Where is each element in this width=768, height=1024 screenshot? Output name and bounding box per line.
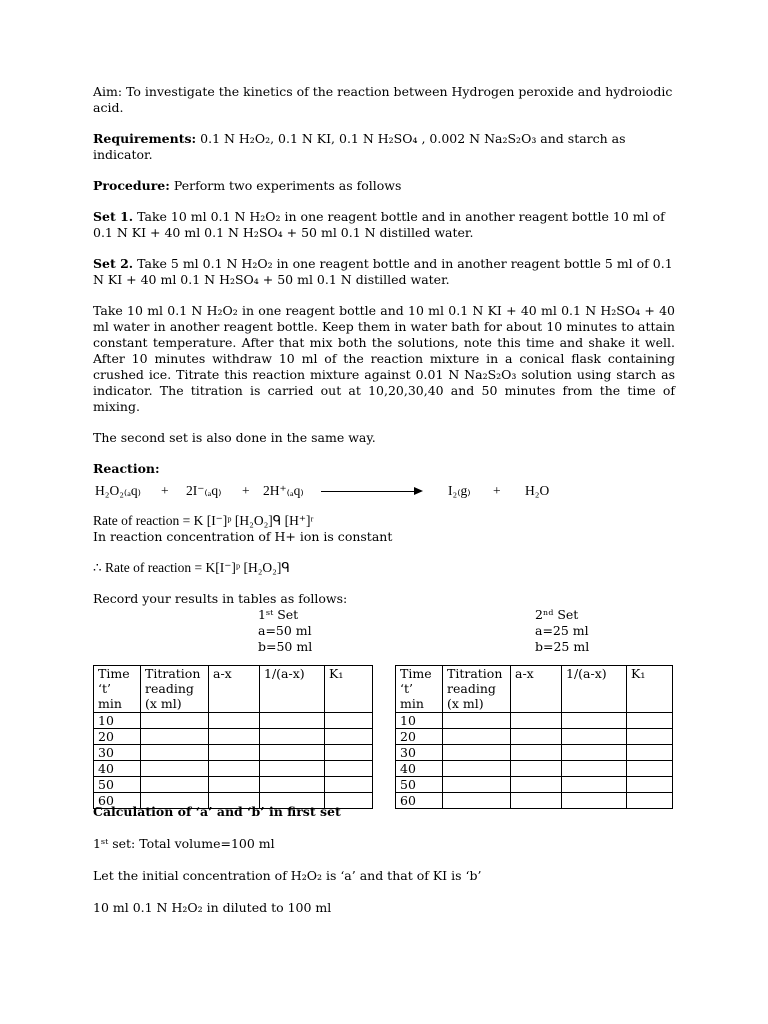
reaction-label: Reaction: [93, 461, 160, 476]
first-set-info [258, 607, 312, 655]
requirements-paragraph [93, 131, 675, 163]
table-row [94, 777, 373, 793]
table-row [396, 713, 673, 729]
second-set-b: b=25 ml [535, 639, 590, 654]
time-cell: 50 [396, 777, 443, 793]
reactant-hydrogen-ion: 2H⁺₍ₐq₎ [263, 483, 304, 498]
reaction-equation [93, 481, 675, 503]
header-time: Time ‘t’ min [396, 666, 443, 713]
empty-cell [627, 761, 673, 777]
procedure-label: Procedure: [93, 178, 170, 193]
procedure-text: Perform two experiments as follows [173, 178, 402, 193]
table-row [94, 761, 373, 777]
second-set-title: 2ⁿᵈ Set [535, 607, 579, 622]
empty-cell [443, 777, 511, 793]
empty-cell [443, 761, 511, 777]
dilution-note: 10 ml 0.1 N H₂O₂ in diluted to 100 ml [93, 900, 332, 915]
empty-cell [260, 761, 325, 777]
time-cell: 10 [396, 713, 443, 729]
first-set-table [93, 665, 373, 809]
method-paragraph: Take 10 ml 0.1 N H₂O₂ in one reagent bottle and 10 ml 0.1 N KI + 40 ml 0.1 N H₂SO₄ + 40 ml water in another reagent bottle. Keep them in water bath for about 10 minutes to attain constant temperature. After that mix both the solutions, note this time and shake it well. After 10 minutes withdraw 10 ml of the reaction mixture in a conical flask containing crushed ice. Titrate this reaction mixture against 0.01 N Na₂S₂O₃ solution using starch as indicator. The titration is carried out at 10,20,30,40 and 50 minutes from the time of mixing. [93, 303, 675, 414]
record-instruction: Record your results in tables as follows: [93, 591, 348, 606]
header-reciprocal: 1/(a-x) [260, 666, 325, 713]
empty-cell [325, 761, 373, 777]
plus-sign: + [493, 483, 501, 498]
empty-cell [443, 713, 511, 729]
empty-cell [141, 745, 209, 761]
set2-label: Set 2. [93, 256, 134, 271]
empty-cell [562, 777, 627, 793]
empty-cell [627, 729, 673, 745]
first-set-title: 1ˢᵗ Set [258, 607, 299, 622]
table-row [396, 761, 673, 777]
product-water: H₂O [525, 483, 550, 498]
reactant-iodide: 2I⁻₍ₐq₎ [186, 483, 222, 498]
aim-text: Aim: To investigate the kinetics of the reaction between Hydrogen peroxide and hydroiodic acid. [93, 84, 673, 115]
empty-cell [627, 777, 673, 793]
requirements-label: Requirements: [93, 131, 197, 146]
empty-cell [325, 729, 373, 745]
second-set-info [535, 607, 589, 655]
empty-cell [141, 729, 209, 745]
rate-equation: Rate of reaction = K [I⁻]ᵖ [H₂O₂]ᑫ [H⁺]ʳ [93, 513, 314, 528]
time-cell: 40 [396, 761, 443, 777]
table-header-row [396, 666, 673, 713]
set1-paragraph [93, 209, 675, 241]
header-reciprocal: 1/(a-x) [562, 666, 627, 713]
header-titration: Titration reading (x ml) [443, 666, 511, 713]
rate-equation-simplified: ∴ Rate of reaction = K[I⁻]ᵖ [H₂O₂]ᑫ [93, 560, 290, 575]
time-cell: 40 [94, 761, 141, 777]
first-set-b: b=50 ml [258, 639, 313, 654]
rate-note: In reaction concentration of H+ ion is constant [93, 529, 393, 544]
empty-cell [260, 713, 325, 729]
empty-cell [627, 713, 673, 729]
empty-cell [209, 729, 260, 745]
empty-cell [562, 745, 627, 761]
first-set-a: a=50 ml [258, 623, 312, 638]
empty-cell [141, 777, 209, 793]
empty-cell [260, 729, 325, 745]
set2-paragraph [93, 256, 675, 288]
table-header-row [94, 666, 373, 713]
reactant-h2o2: H₂O₂₍ₐq₎ [95, 483, 141, 498]
empty-cell [562, 713, 627, 729]
second-set-table [395, 665, 673, 809]
total-volume: 1ˢᵗ set: Total volume=100 ml [93, 836, 275, 851]
procedure-paragraph [93, 178, 675, 194]
header-time: Time ‘t’ min [94, 666, 141, 713]
empty-cell [141, 761, 209, 777]
product-iodine: I₂₍g₎ [448, 483, 471, 498]
empty-cell [511, 745, 562, 761]
empty-cell [562, 729, 627, 745]
empty-cell [511, 713, 562, 729]
empty-cell [141, 713, 209, 729]
second-set-a: a=25 ml [535, 623, 589, 638]
empty-cell [325, 713, 373, 729]
empty-cell [260, 745, 325, 761]
set-parameters [93, 607, 675, 655]
results-tables [93, 665, 675, 813]
table-row [396, 777, 673, 793]
document-body [93, 84, 675, 813]
plus-sign: + [242, 483, 250, 498]
empty-cell [325, 745, 373, 761]
set1-text: Take 10 ml 0.1 N H₂O₂ in one reagent bottle and in another reagent bottle 10 ml of 0.1 N KI + 40 ml 0.1 N H₂SO₄ + 50 ml 0.1 N distilled water. [93, 209, 665, 240]
time-cell: 60 [94, 793, 141, 809]
empty-cell [209, 777, 260, 793]
time-cell: 30 [94, 745, 141, 761]
empty-cell [511, 761, 562, 777]
table-row [94, 745, 373, 761]
time-cell: 50 [94, 777, 141, 793]
empty-cell [562, 761, 627, 777]
requirements-text: 0.1 N H₂O₂, 0.1 N KI, 0.1 N H₂SO₄ , 0.002 N Na₂S₂O₃ and starch as indicator. [93, 131, 626, 162]
empty-cell [627, 745, 673, 761]
set2-text: Take 5 ml 0.1 N H₂O₂ in one reagent bottle and in another reagent bottle 5 ml of 0.1 N KI + 40 ml 0.1 N H₂SO₄ + 50 ml 0.1 N distilled water. [93, 256, 673, 287]
empty-cell [209, 745, 260, 761]
table-row [396, 745, 673, 761]
header-k1: K₁ [627, 666, 673, 713]
header-a-minus-x: a-x [209, 666, 260, 713]
time-cell: 20 [396, 729, 443, 745]
empty-cell [511, 729, 562, 745]
empty-cell [511, 777, 562, 793]
header-k1: K₁ [325, 666, 373, 713]
time-cell: 60 [396, 793, 443, 809]
empty-cell [325, 777, 373, 793]
time-cell: 10 [94, 713, 141, 729]
empty-cell [260, 777, 325, 793]
second-set-note: The second set is also done in the same way. [93, 430, 376, 445]
time-cell: 30 [396, 745, 443, 761]
table-row [396, 729, 673, 745]
table-row [94, 729, 373, 745]
initial-concentration: Let the initial concentration of H₂O₂ is ‘a’ and that of KI is ‘b’ [93, 868, 482, 883]
time-cell: 20 [94, 729, 141, 745]
empty-cell [209, 761, 260, 777]
set1-label: Set 1. [93, 209, 134, 224]
empty-cell [443, 745, 511, 761]
header-titration: Titration reading (x ml) [141, 666, 209, 713]
calculation-section [93, 804, 675, 932]
table-row [94, 713, 373, 729]
header-a-minus-x: a-x [511, 666, 562, 713]
reaction-arrow-icon [321, 491, 421, 492]
empty-cell [209, 713, 260, 729]
empty-cell [443, 729, 511, 745]
calc-heading: Calculation of ‘a’ and ‘b’ in first set [93, 804, 341, 819]
plus-sign: + [161, 483, 169, 498]
